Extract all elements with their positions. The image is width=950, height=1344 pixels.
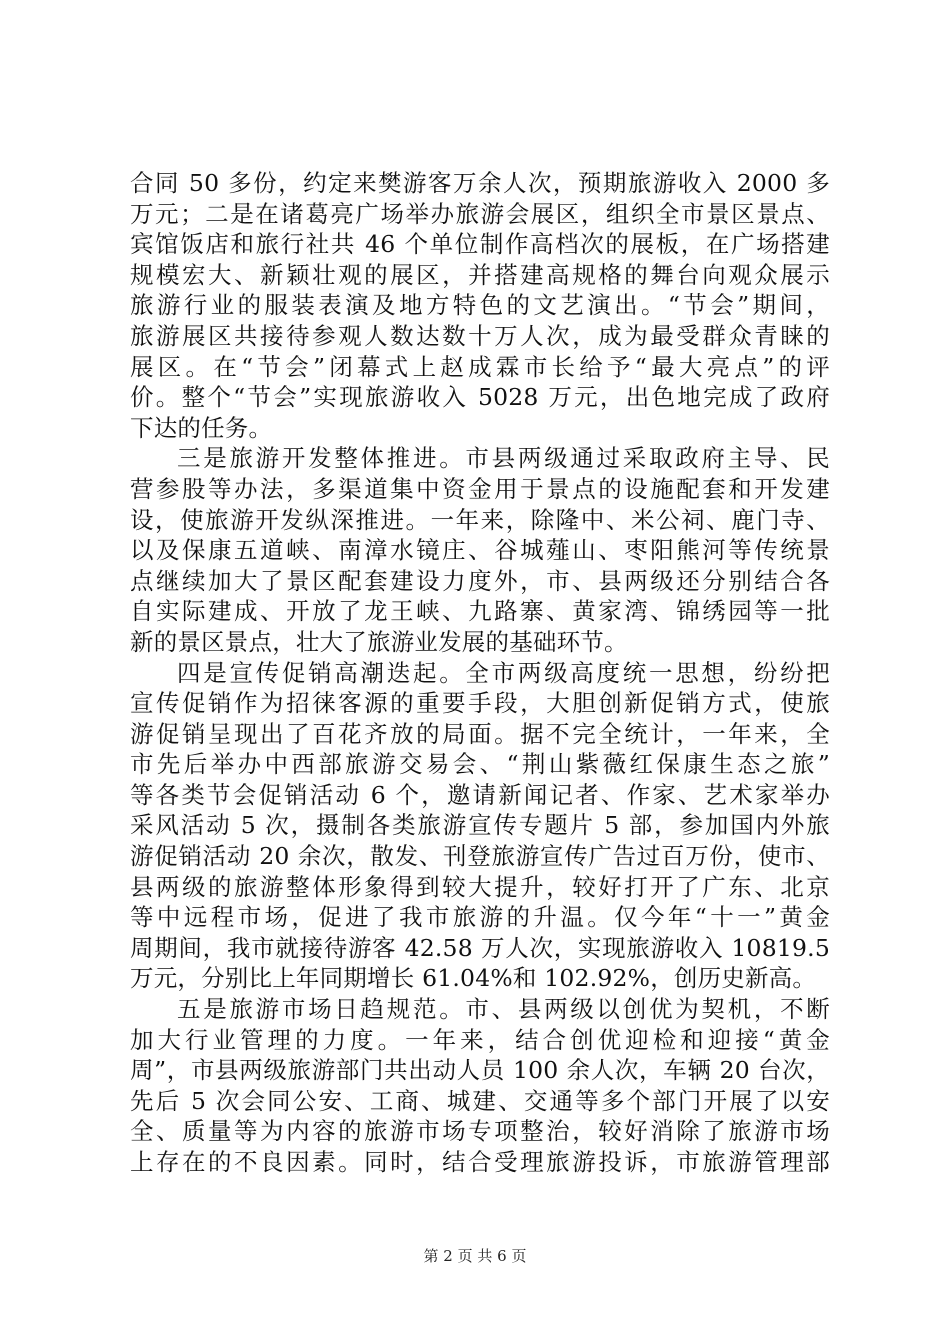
text-line: 等中远程市场，促进了我市旅游的升温。仅今年“十一”黄金 — [130, 903, 830, 932]
text-line: 上存在的不良因素。同时，结合受理旅游投诉，市旅游管理部 — [130, 1148, 830, 1176]
text-line: 市先后举办中西部旅游交易会、“荆山紫薇红保康生态之旅” — [130, 750, 830, 779]
text-line: 万元，分别比上年同期增长 61.04%和 102.92%，创历史新高。 — [130, 964, 817, 993]
text-line: 全、质量等为内容的旅游市场专项整治，较好消除了旅游市场 — [130, 1117, 830, 1146]
text-line: 先后 5 次会同公安、工商、城建、交通等多个部门开展了以安 — [130, 1086, 830, 1115]
text-line: 县两级的旅游整体形象得到较大提升，较好打开了广东、北京 — [130, 872, 830, 901]
paragraph-start-line: 五是旅游市场日趋规范。市、县两级以创优为契机，不断 — [177, 995, 830, 1024]
text-line: 宾馆饭店和旅行社共 46 个单位制作高档次的展板，在广场搭建 — [130, 230, 830, 259]
paragraph-start-line: 四是宣传促销高潮迭起。全市两级高度统一思想，纷纷把 — [177, 658, 830, 687]
text-line: 旅游行业的服装表演及地方特色的文艺演出。“节会”期间， — [130, 291, 830, 320]
text-line: 旅游展区共接待参观人数达数十万人次，成为最受群众青睐的 — [130, 321, 830, 350]
text-line: 设，使旅游开发纵深推进。一年来，除隆中、米公祠、鹿门寺、 — [130, 505, 830, 534]
text-line: 加大行业管理的力度。一年来，结合创优迎检和迎接“黄金 — [130, 1025, 830, 1054]
text-line: 周期间，我市就接待游客 42.58 万人次，实现旅游收入 10819.5 — [130, 933, 830, 962]
text-line: 价。整个“节会”实现旅游收入 5028 万元，出色地完成了政府 — [130, 383, 830, 412]
text-line: 展区。在“节会”闭幕式上赵成霖市长给予“最大亮点”的评 — [130, 352, 830, 381]
text-line: 自实际建成、开放了龙王峡、九路寨、黄家湾、锦绣园等一批 — [130, 597, 830, 626]
text-line: 宣传促销作为招徕客源的重要手段，大胆创新促销方式，使旅 — [130, 689, 830, 718]
text-line: 下达的任务。 — [130, 413, 273, 442]
text-line: 新的景区景点，壮大了旅游业发展的基础环节。 — [130, 627, 628, 656]
text-line: 万元；二是在诸葛亮广场举办旅游会展区，组织全市景区景点、 — [130, 199, 830, 228]
text-line: 营参股等办法，多渠道集中资金用于景点的设施配套和开发建 — [130, 474, 830, 503]
text-line: 游促销活动 20 余次，散发、刊登旅游宣传广告过百万份，使市、 — [130, 842, 830, 871]
text-line: 合同 50 多份，约定来樊游客万余人次，预期旅游收入 2000 多 — [130, 169, 830, 197]
page-number-footer: 第 2 页 共 6 页 — [423, 1247, 527, 1265]
paragraph-start-line: 三是旅游开发整体推进。市县两级通过采取政府主导、民 — [177, 444, 830, 473]
text-line: 点继续加大了景区配套建设力度外，市、县两级还分别结合各 — [130, 566, 830, 595]
document-body — [130, 168, 830, 1178]
text-line: 规模宏大、新颖壮观的展区，并搭建高规格的舞台向观众展示 — [130, 260, 830, 289]
text-line: 以及保康五道峡、南漳水镜庄、谷城薤山、枣阳熊河等传统景 — [130, 536, 830, 565]
text-line: 等各类节会促销活动 6 个，邀请新闻记者、作家、艺术家举办 — [130, 780, 830, 809]
text-line: 采风活动 5 次，摄制各类旅游宣传专题片 5 部，参加国内外旅 — [130, 811, 830, 840]
text-line: 游促销呈现出了百花齐放的局面。据不完全统计，一年来，全 — [130, 719, 830, 748]
text-line: 周”，市县两级旅游部门共出动人员 100 余人次，车辆 20 台次， — [130, 1056, 830, 1085]
